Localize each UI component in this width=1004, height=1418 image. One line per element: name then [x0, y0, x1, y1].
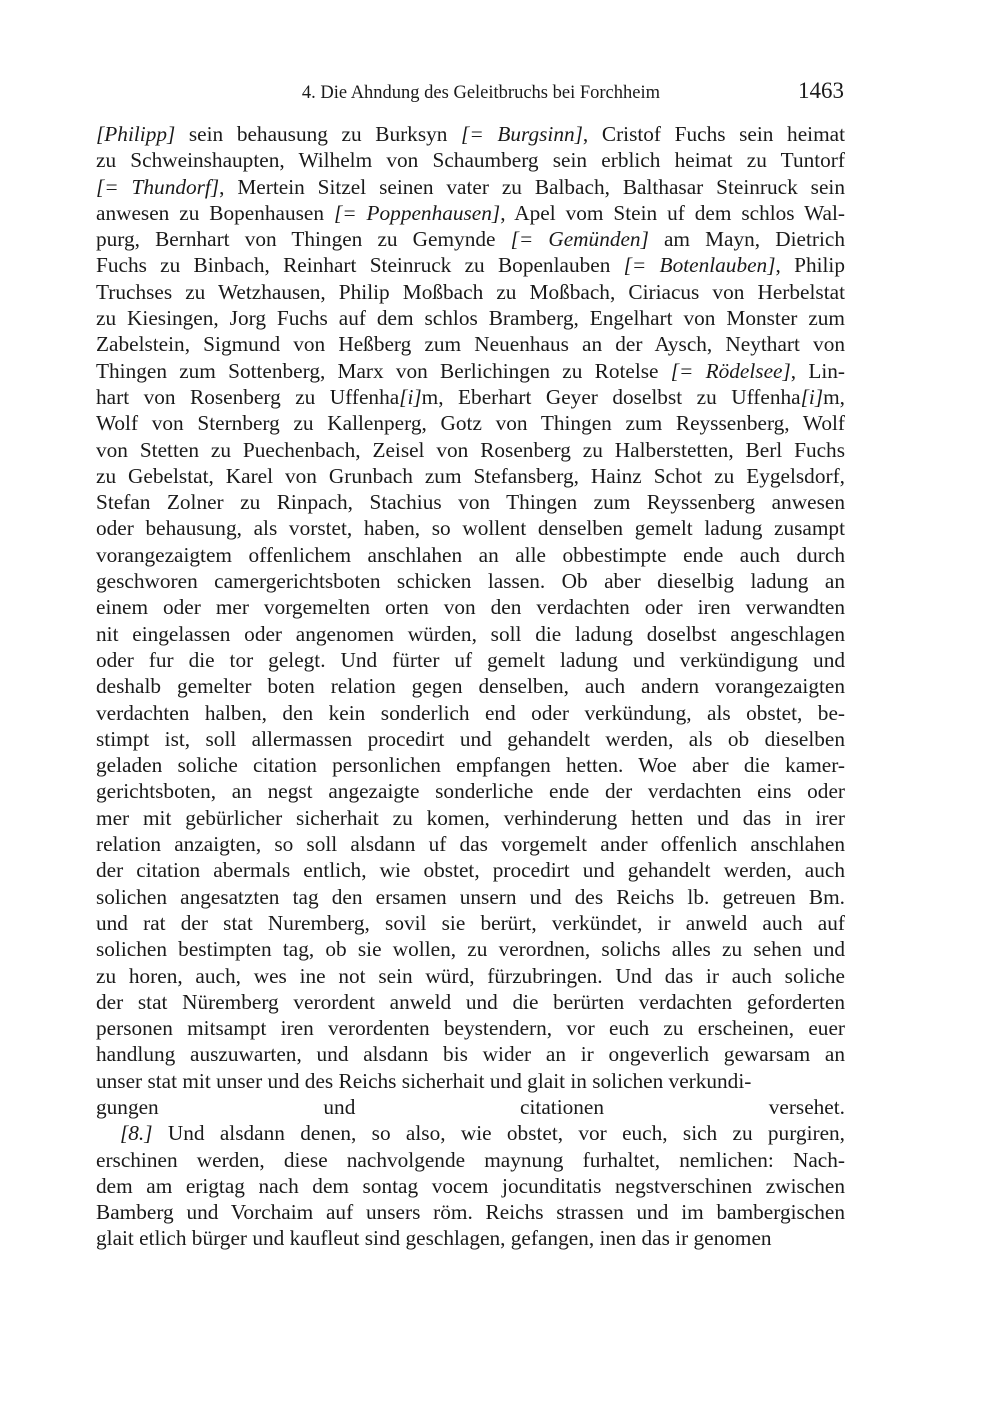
text-line: verdachten halben, den kein sonderlich end oder verkündung, als obstet, be-	[96, 700, 845, 725]
text-line: Bamberg und Vorchaim auf unsers röm. Reichs strassen und im bambergischen	[96, 1200, 845, 1225]
text-line: [8.] Und alsdann denen, so also, wie obstet, vor euch, sich zu purgiren,	[120, 1121, 845, 1146]
text-line: Thingen zum Sottenberg, Marx von Berlichingen zu Rotelse [= Rödelsee], Lin-	[96, 358, 845, 383]
text-line: personen mitsampt iren verordenten beystendern, vor euch zu erscheinen, euer	[96, 1016, 845, 1041]
text-line: unser stat mit unser und des Reichs sicherhait und glait in solichen verkundi-	[96, 1068, 752, 1093]
text-line: mer mit gebürlicher sicherhait zu komen, verhinderung hetten und das in irer	[96, 805, 845, 830]
text-line: relation anzaigten, so soll alsdann uf das vorgemelt ander offenlich anschlahen	[96, 832, 845, 857]
text-line: der stat Nüremberg verordent anweld und die berürten verdachten geforderten	[96, 989, 845, 1014]
text-line: [= Thundorf], Mertein Sitzel seinen vater zu Balbach, Balthasar Steinruck sein	[96, 174, 845, 199]
text-line: solichen angesatzten tag den ersamen unsern und des Reichs lb. getreuen Bm.	[96, 884, 845, 909]
text-line: solichen bestimpten tag, ob sie wollen, zu verordnen, solichs alles zu sehen und	[96, 937, 845, 962]
text-line: Zabelstein, Sigmund von Heßberg zum Neuenhaus an der Aysch, Neythart von	[96, 332, 845, 357]
text-line: hart von Rosenberg zu Uffenha[i]m, Eberhart Geyer doselbst zu Uffenha[i]m,	[96, 384, 845, 409]
text-line: erschinen werden, diese nachvolgende maynung furhaltet, nemlichen: Nach-	[96, 1147, 845, 1172]
text-line: zu Gebelstat, Karel von Grunbach zum Stefansberg, Hainz Schot zu Eygelsdorf,	[96, 463, 845, 488]
text-line: zu Kiesingen, Jorg Fuchs auf dem schlos Bramberg, Engelhart von Monster zum	[96, 306, 845, 331]
running-header-title: 4. Die Ahndung des Geleitbruchs bei Forchheim	[301, 83, 660, 103]
text-line: oder behausung, als vorstet, haben, so wollent denselben gemelt ladung zusampt	[96, 516, 845, 541]
text-line: purg, Bernhart von Thingen zu Gemynde [= Gemünden] am Mayn, Dietrich	[96, 227, 845, 252]
text-line: zu horen, auch, wes ine not sein würd, fürzubringen. Und das ir auch soliche	[96, 963, 845, 988]
text-line: gerichtsboten, an negst angezaigte sonderliche ende der verdachten eins oder	[96, 779, 845, 804]
text-line: nit eingelassen oder angenomen würden, soll die ladung doselbst angeschlagen	[96, 621, 845, 646]
body-text	[96, 121, 845, 1252]
text-line: der citation abermals entlich, wie obstet, procedirt und gehandelt werden, auch	[96, 858, 845, 883]
text-line: einem oder mer vorgemelten orten von den verdachten oder iren verwandten	[96, 595, 845, 620]
text-line: glait etlich bürger und kaufleut sind geschlagen, gefangen, inen das ir genomen	[96, 1226, 772, 1251]
text-line: dem am erigtag nach dem sontag vocem jocunditatis negstverschinen zwischen	[96, 1173, 845, 1198]
text-line: gungen und citationen versehet.	[96, 1094, 845, 1119]
text-line: geladen soliche citation personlichen empfangen hetten. Woe aber die kamer-	[96, 753, 845, 778]
text-line: zu Schweinshaupten, Wilhelm von Schaumberg sein erblich heimat zu Tuntorf	[96, 148, 845, 173]
text-line: Stefan Zolner zu Rinpach, Stachius von Thingen zum Reyssenberg anwesen	[96, 490, 845, 515]
text-line: von Stetten zu Puechenbach, Zeisel von Rosenberg zu Halberstetten, Berl Fuchs	[96, 437, 845, 462]
text-line: geschworen camergerichtsboten schicken lassen. Ob aber dieselbig ladung an	[96, 569, 845, 594]
text-line: deshalb gemelter boten relation gegen denselben, auch andern vorangezaigten	[96, 674, 845, 699]
text-line: Wolf von Sternberg zu Kallenperg, Gotz von Thingen zum Reyssenberg, Wolf	[96, 411, 845, 436]
page-number: 1463	[798, 78, 844, 103]
text-line: und rat der stat Nuremberg, sovil sie berürt, verkündet, ir anweld auch auf	[96, 910, 845, 935]
text-line: stimpt ist, soll allermassen procedirt und gehandelt werden, als ob dieselben	[96, 726, 845, 751]
text-line: handlung auszuwarten, und alsdann bis wider an ir ongeverlich gewarsam an	[96, 1042, 845, 1067]
text-line: anwesen zu Bopenhausen [= Poppenhausen], Apel vom Stein uf dem schlos Wal-	[96, 200, 845, 225]
text-line: oder fur die tor gelegt. Und fürter uf gemelt ladung und verkündigung und	[96, 647, 845, 672]
text-line: Truchses zu Wetzhausen, Philip Moßbach zu Moßbach, Ciriacus von Herbelstat	[96, 279, 845, 304]
text-line: [Philipp] sein behausung zu Burksyn [= Burgsinn], Cristof Fuchs sein heimat	[96, 122, 845, 146]
text-line: Fuchs zu Binbach, Reinhart Steinruck zu Bopenlauben [= Botenlauben], Philip	[96, 253, 845, 278]
text-line: vorangezaigtem offenlichem anschlahen an alle obbestimpte ende auch durch	[96, 542, 845, 567]
